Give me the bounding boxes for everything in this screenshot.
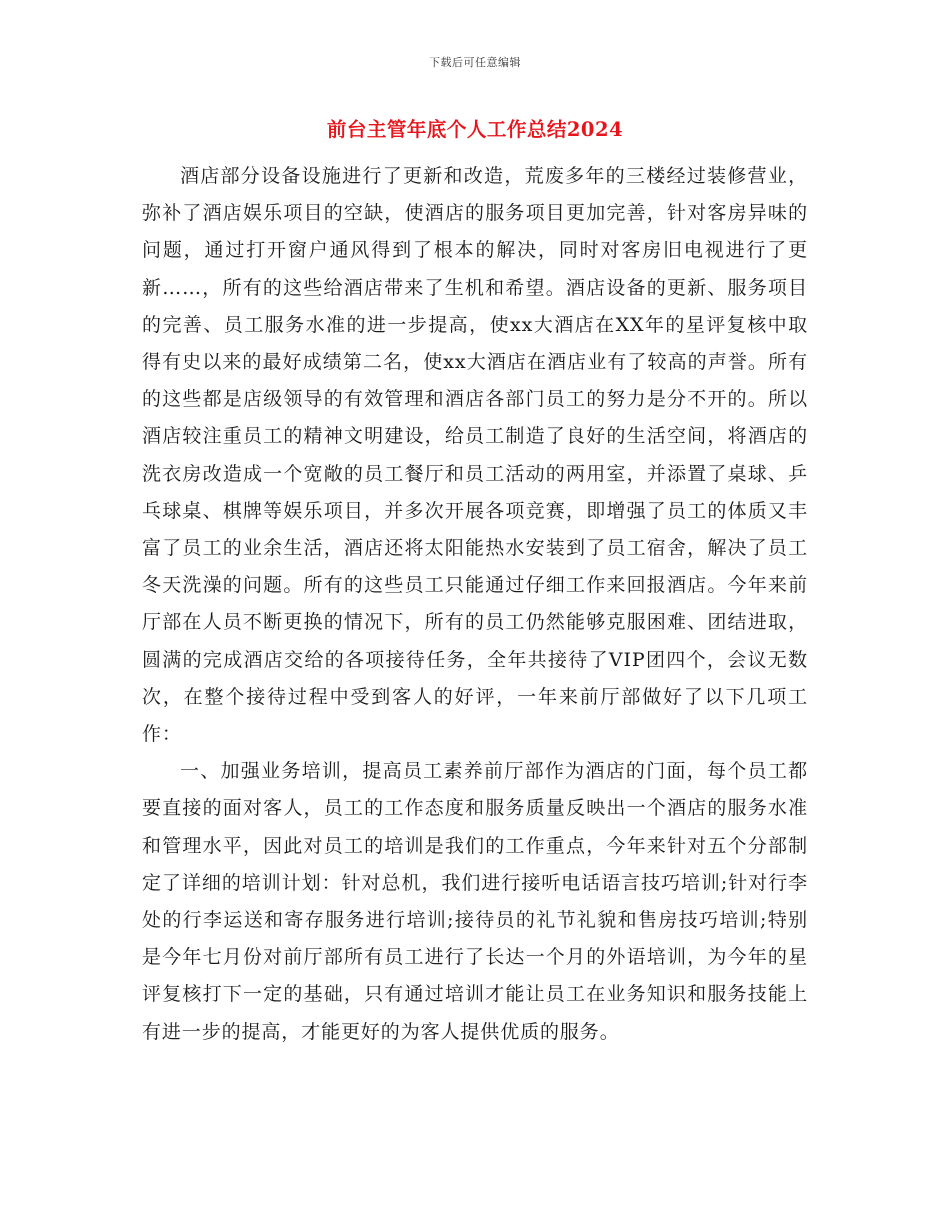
body-paragraph: 酒店部分设备设施进行了更新和改造，荒废多年的三楼经过装修营业，弥补了酒店娱乐项目的空缺，使酒店的服务项目更加完善，针对客房异味的问题，通过打开窗户通风得到了根本的解决，同时对客房旧电视进行了更新……，所有的这些给酒店带来了生机和希望。酒店设备的更新、服务项目的完善、员工服务水准的进一步提高，使xx大酒店在XX年的星评复核中取得有史以来的最好成绩第二名，使xx大酒店在酒店业有了较高的声誉。所有的这些都是店级领导的有效管理和酒店各部门员工的努力是分不开的。所以酒店较注重员工的精神文明建设，给员工制造了良好的生活空间，将酒店的洗衣房改造成一个宽敞的员工餐厅和员工活动的两用室，并添置了桌球、乒乓球桌、棋牌等娱乐项目，并多次开展各项竞赛，即增强了员工的体质又丰富了员工的业余生活，酒店还将太阳能热水安装到了员工宿舍，解决了员工冬天洗澡的问题。所有的这些员工只能通过仔细工作来回报酒店。今年来前厅部在人员不断更换的情况下，所有的员工仍然能够克服困难、团结进取，圆满的完成酒店交给的各项接待任务，全年共接待了VIP团四个，会议无数次，在整个接待过程中受到客人的好评，一年来前厅部做好了以下几项工作： — [142, 165, 808, 746]
document-title: 前台主管年底个人工作总结2024 — [326, 118, 624, 141]
document-body — [142, 158, 808, 1051]
page-header: 下载后可任意编辑 — [429, 56, 521, 69]
body-paragraph: 一、加强业务培训，提高员工素养前厅部作为酒店的门面，每个员工都要直接的面对客人，员工的工作态度和服务质量反映出一个酒店的服务水准和管理水平，因此对员工的培训是我们的工作重点，今年来针对五个分部制定了详细的培训计划：针对总机，我们进行接听电话语言技巧培训;针对行李处的行李运送和寄存服务进行培训;接待员的礼节礼貌和售房技巧培训;特别是今年七月份对前厅部所有员工进行了长达一个月的外语培训，为今年的星评复核打下一定的基础，只有通过培训才能让员工在业务知识和服务技能上有进一步的提高，才能更好的为客人提供优质的服务。 — [142, 760, 808, 1043]
